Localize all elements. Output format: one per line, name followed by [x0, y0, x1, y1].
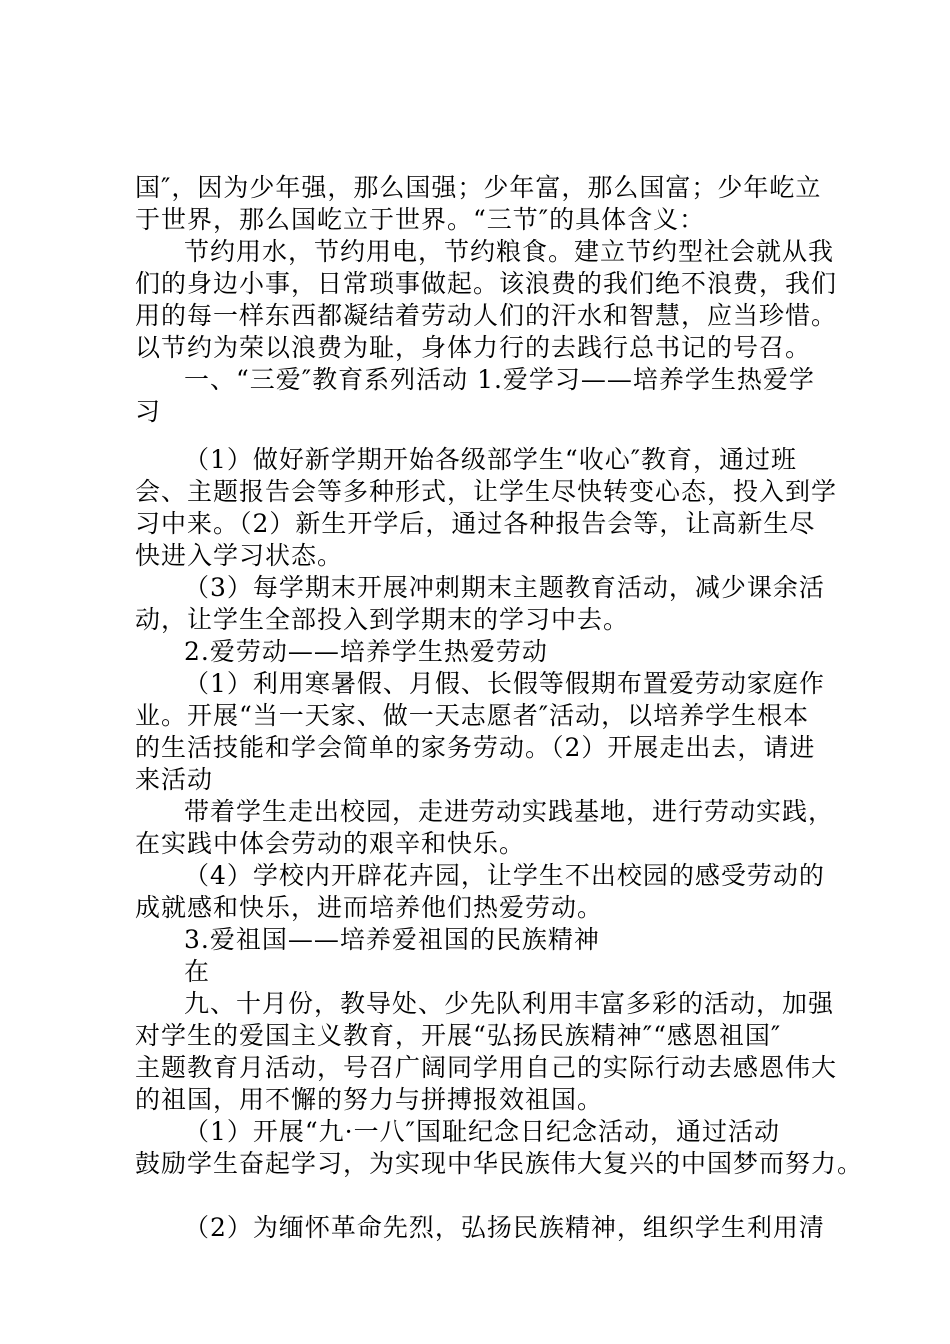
- text-line-19: 来活动: [135, 765, 214, 794]
- text-line-4: 们的身边小事，日常琐事做起。该浪费的我们绝不浪费，我们: [135, 269, 838, 298]
- text-line-28: 主题教育月活动，号召广阔同学用自己的实际行动去感恩伟大: [135, 1053, 838, 1082]
- text-line-3: 节约用水，节约用电，节约粮食。建立节约型社会就从我: [184, 237, 835, 266]
- text-line-2: 于世界，那么国屹立于世界。“三节″的具体含义：: [135, 205, 706, 234]
- text-line-9: （1）做好新学期开始各级部学生“收心″教育，通过班: [184, 445, 798, 474]
- text-line-25: 在: [184, 957, 211, 986]
- text-line-26: 九、十月份，教导处、少先队利用丰富多彩的活动，加强: [184, 989, 835, 1018]
- text-line-20: 带着学生走出校园，走进劳动实践基地，进行劳动实践，: [184, 797, 835, 826]
- text-line-5: 用的每一样东西都凝结着劳动人们的汗水和智慧，应当珍惜。: [135, 301, 838, 330]
- section-heading-1: 一、“三爱″教育系列活动 1.爱学习——培养学生热爱学: [184, 365, 815, 394]
- text-line-23: 成就感和快乐，进而培养他们热爱劳动。: [135, 893, 604, 922]
- text-line-11: 习中来。（2）新生开学后，通过各种报告会等，让高新生尽: [135, 509, 816, 538]
- section-heading-2: 2.爱劳动——培养学生热爱劳动: [184, 637, 548, 666]
- text-line-31: 鼓励学生奋起学习，为实现中华民族伟大复兴的中国梦而努力。: [135, 1149, 864, 1178]
- text-line-13: （3）每学期末开展冲刺期末主题教育活动，减少课余活: [184, 573, 825, 602]
- text-line-8: 习: [135, 397, 162, 426]
- text-line-17: 业。开展“当一天家、做一天志愿者″活动，以培养学生根本: [135, 701, 810, 730]
- text-line-12: 快进入学习状态。: [135, 541, 344, 570]
- text-line-27: 对学生的爱国主义教育，开展“弘扬民族精神″“感恩祖国″: [135, 1021, 782, 1050]
- text-line-1: 国″，因为少年强，那么国强；少年富，那么国富；少年屹立: [135, 173, 822, 202]
- section-heading-3: 3.爱祖国——培养爱祖国的民族精神: [184, 925, 600, 954]
- text-line-29: 的祖国，用不懈的努力与拼搏报效祖国。: [135, 1085, 604, 1114]
- text-line-18: 的生活技能和学会简单的家务劳动。（2）开展走出去，请进: [135, 733, 816, 762]
- text-line-10: 会、主题报告会等多种形式，让学生尽快转变心态，投入到学: [135, 477, 838, 506]
- text-line-6: 以节约为荣以浪费为耻，身体力行的去践行总书记的号召。: [135, 333, 812, 362]
- text-line-32: （2）为缅怀革命先烈，弘扬民族精神，组织学生利用清: [184, 1213, 825, 1242]
- text-line-14: 动，让学生全部投入到学期末的学习中去。: [135, 605, 630, 634]
- text-line-30: （1）开展“九·一八″国耻纪念日纪念活动，通过活动: [184, 1117, 780, 1146]
- text-line-22: （4）学校内开辟花卉园，让学生不出校园的感受劳动的: [184, 861, 825, 890]
- text-line-21: 在实践中体会劳动的艰辛和快乐。: [135, 829, 526, 858]
- text-line-16: （1）利用寒暑假、月假、长假等假期布置爱劳动家庭作: [184, 669, 825, 698]
